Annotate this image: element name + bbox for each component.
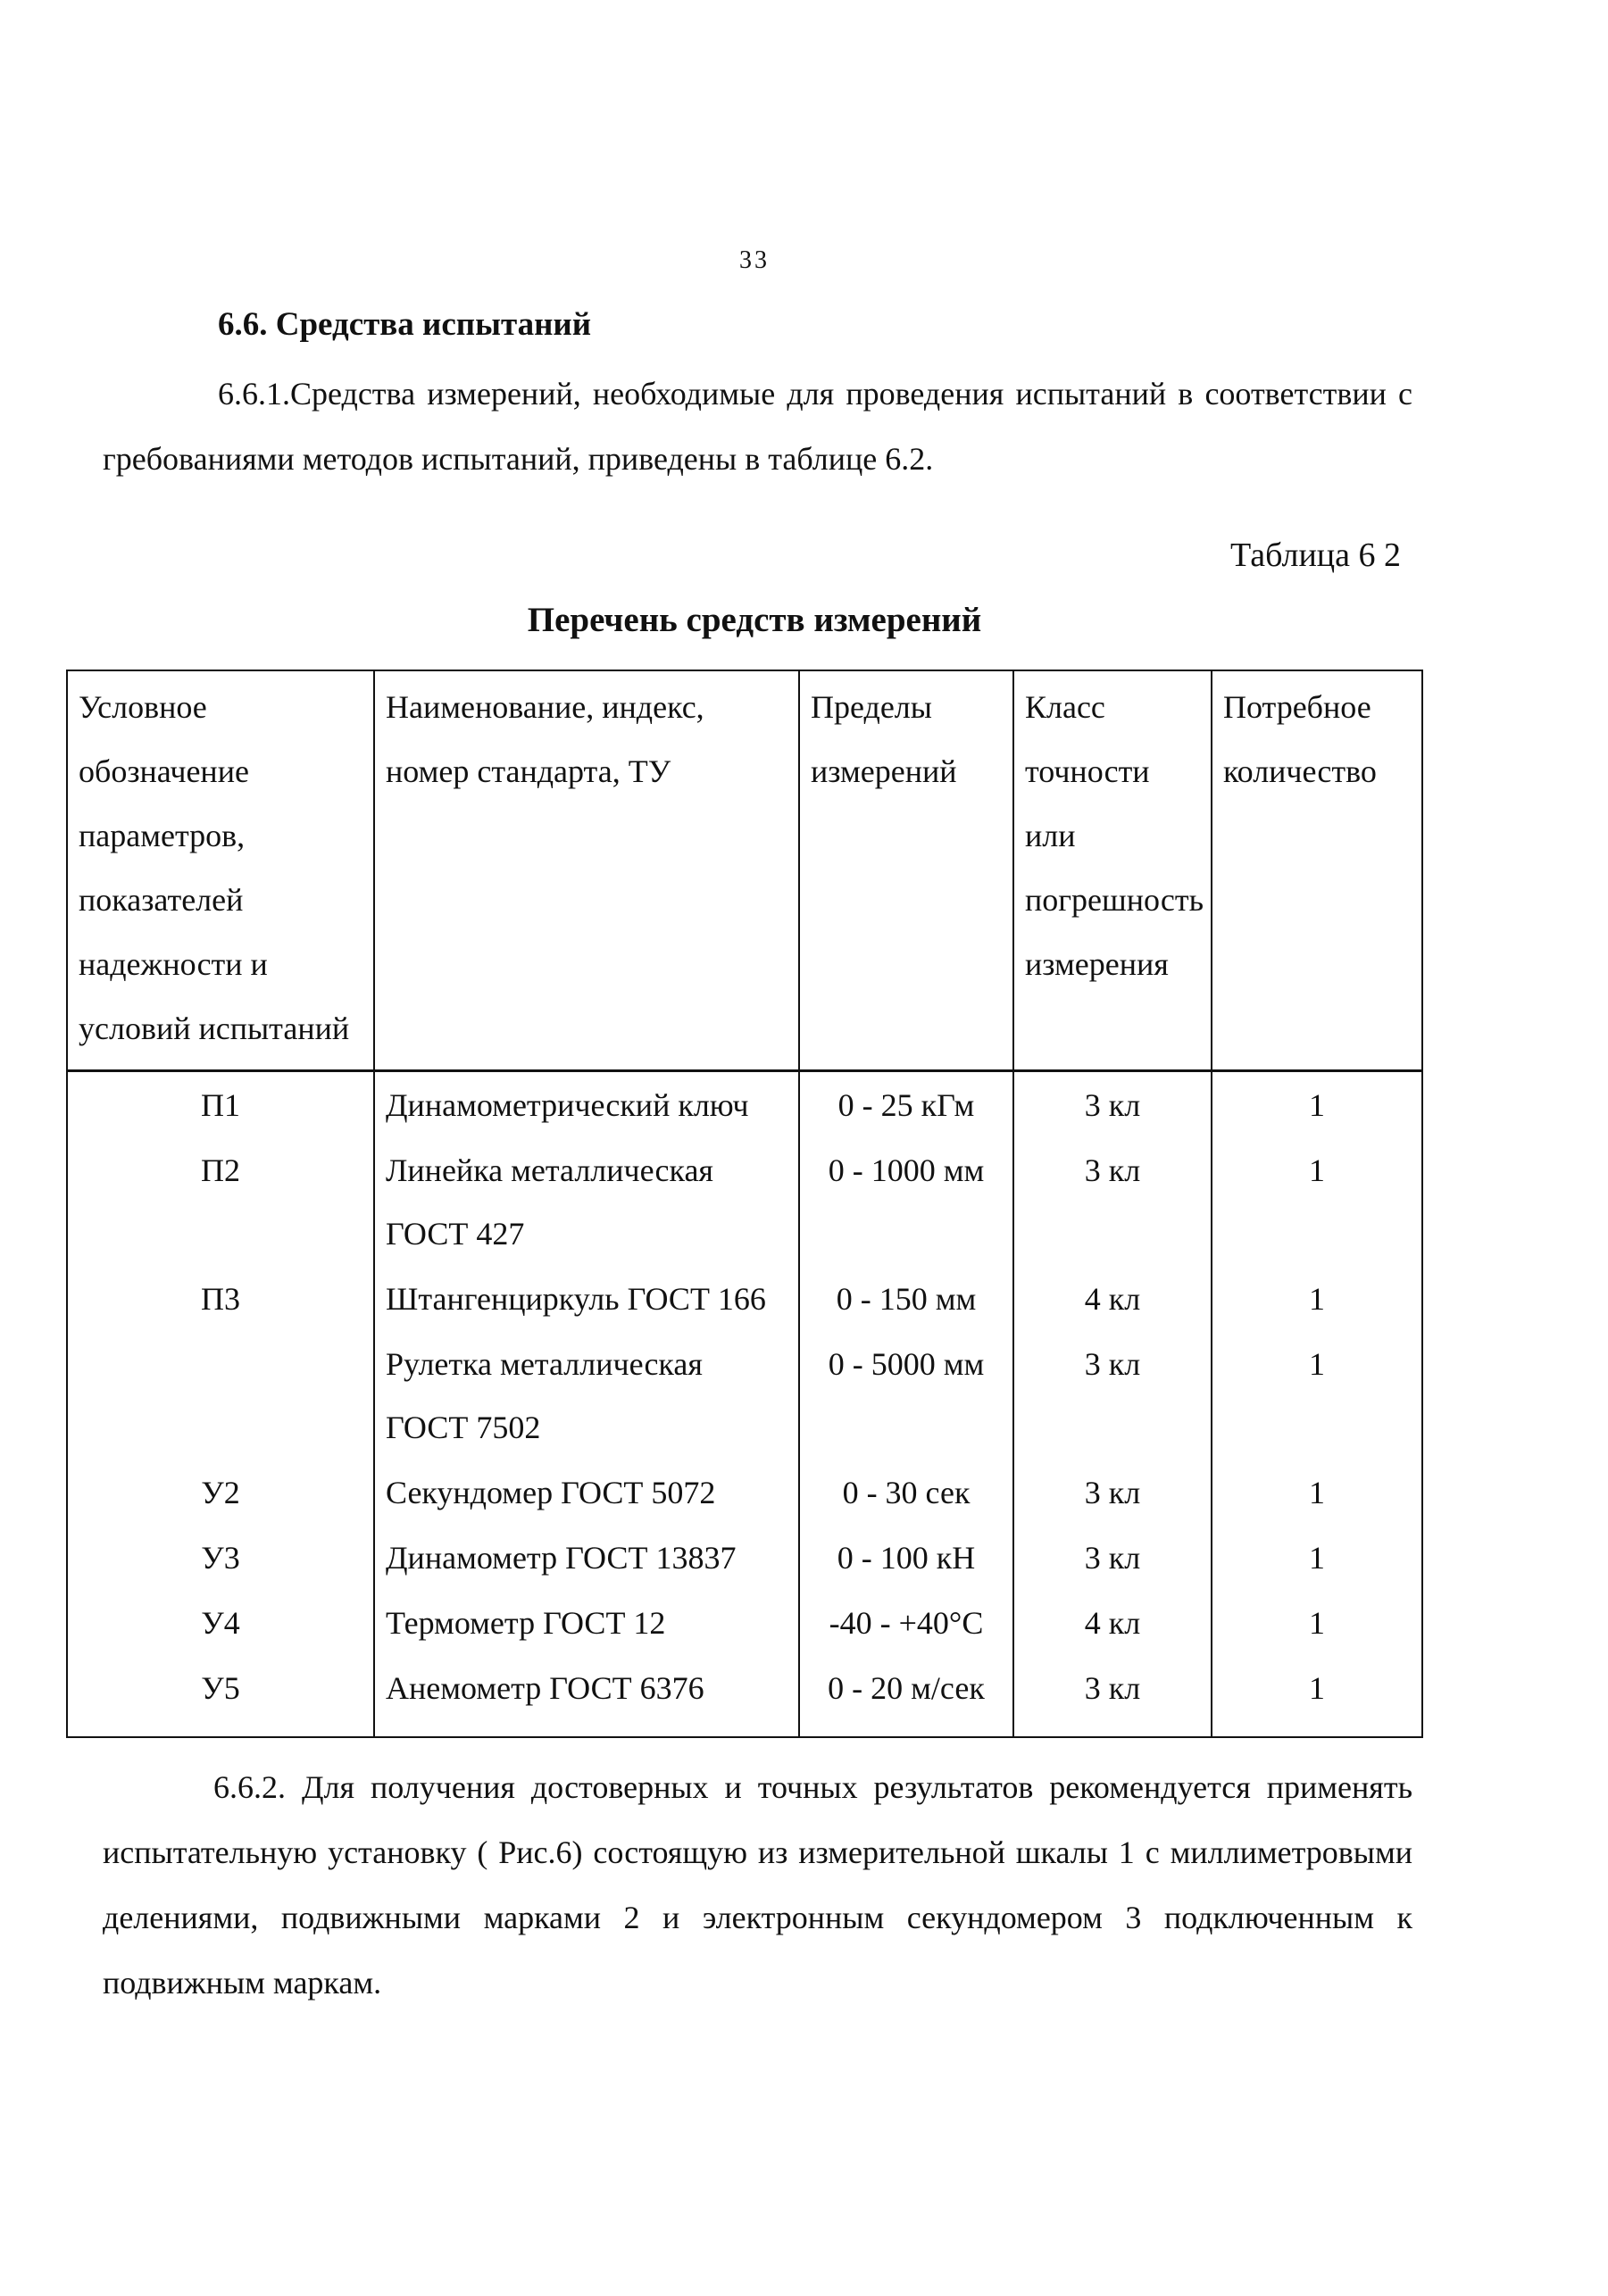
- cell-measurement-range: 0 - 20 м/сек: [799, 1655, 1013, 1737]
- table-row: [67, 1137, 1422, 1266]
- cell-instrument-name: Анемометр ГОСТ 6376: [374, 1655, 799, 1737]
- cell-measurement-range: 0 - 150 мм: [799, 1266, 1013, 1331]
- cell-parameter-code: У4: [67, 1590, 374, 1655]
- cell-instrument-name: Динамометрический ключ: [374, 1071, 799, 1138]
- cell-instrument-name: Линейка металлическая ГОСТ 427: [374, 1137, 799, 1266]
- page-number: 33: [739, 246, 770, 274]
- cell-instrument-name: Термометр ГОСТ 12: [374, 1590, 799, 1655]
- header-measurement-range: Пределы измерений: [799, 670, 1013, 1071]
- table-title: Перечень средств измерений: [527, 601, 982, 639]
- cell-measurement-range: 0 - 1000 мм: [799, 1137, 1013, 1266]
- cell-measurement-range: 0 - 5000 мм: [799, 1331, 1013, 1460]
- cell-quantity: 1: [1212, 1460, 1422, 1525]
- table-row: [67, 1266, 1422, 1331]
- table-row: [67, 1590, 1422, 1655]
- paragraph-6-6-1: 6.6.1.Средства измерений, необходимые для проведения испытаний в соответствии с гребованиями методов испытаний, приведены в таблице 6.2.: [103, 376, 1412, 477]
- cell-instrument-name: Рулетка металлическая ГОСТ 7502: [374, 1331, 799, 1460]
- cell-accuracy-class: 3 кл: [1013, 1460, 1212, 1525]
- cell-parameter-code: П1: [67, 1071, 374, 1138]
- cell-quantity: 1: [1212, 1137, 1422, 1266]
- cell-parameter-code: У2: [67, 1460, 374, 1525]
- cell-accuracy-class: 4 кл: [1013, 1266, 1212, 1331]
- header-quantity: Потребное количество: [1212, 670, 1422, 1071]
- cell-accuracy-class: 4 кл: [1013, 1590, 1212, 1655]
- cell-accuracy-class: 3 кл: [1013, 1071, 1212, 1138]
- table-body: [67, 1071, 1422, 1738]
- cell-accuracy-class: 3 кл: [1013, 1655, 1212, 1737]
- cell-instrument-name: Секундомер ГОСТ 5072: [374, 1460, 799, 1525]
- cell-parameter-code: [67, 1331, 374, 1460]
- cell-quantity: 1: [1212, 1525, 1422, 1590]
- cell-parameter-code: У3: [67, 1525, 374, 1590]
- table-row: [67, 1655, 1422, 1737]
- header-instrument-name: Наименование, индекс, номер стандарта, ТУ: [374, 670, 799, 1071]
- cell-quantity: 1: [1212, 1590, 1422, 1655]
- cell-measurement-range: 0 - 30 сек: [799, 1460, 1013, 1525]
- measurement-table: [66, 670, 1423, 1738]
- table-row: [67, 1071, 1422, 1138]
- cell-quantity: 1: [1212, 1655, 1422, 1737]
- cell-measurement-range: -40 - +40°С: [799, 1590, 1013, 1655]
- cell-quantity: 1: [1212, 1331, 1422, 1460]
- cell-accuracy-class: 3 кл: [1013, 1525, 1212, 1590]
- table-header-row: [67, 670, 1422, 1071]
- cell-measurement-range: 0 - 100 кН: [799, 1525, 1013, 1590]
- header-accuracy-class: Класс точности или погрешность измерения: [1013, 670, 1212, 1071]
- table-row: [67, 1460, 1422, 1525]
- cell-instrument-name: Динамометр ГОСТ 13837: [374, 1525, 799, 1590]
- cell-quantity: 1: [1212, 1071, 1422, 1138]
- cell-accuracy-class: 3 кл: [1013, 1331, 1212, 1460]
- table-row: [67, 1331, 1422, 1460]
- cell-parameter-code: У5: [67, 1655, 374, 1737]
- paragraph-6-6-2: 6.6.2. Для получения достоверных и точных результатов рекомендуется применять испытательную установку ( Рис.6) состоящую из измерительной шкалы 1 с миллиметровыми делениями, подвижными марками 2 и электронным секундомером 3 подключенным к подвижным маркам.: [103, 1769, 1412, 2001]
- table-label: Таблица 6 2: [1229, 537, 1401, 574]
- cell-measurement-range: 0 - 25 кГм: [799, 1071, 1013, 1138]
- cell-quantity: 1: [1212, 1266, 1422, 1331]
- header-parameter-code: Условное обозначение параметров, показателей надежности и условий испытаний: [67, 670, 374, 1071]
- cell-instrument-name: Штангенциркуль ГОСТ 166: [374, 1266, 799, 1331]
- cell-parameter-code: П3: [67, 1266, 374, 1331]
- cell-parameter-code: П2: [67, 1137, 374, 1266]
- table-row: [67, 1525, 1422, 1590]
- section-title: 6.6. Средства испытаний: [218, 306, 592, 343]
- cell-accuracy-class: 3 кл: [1013, 1137, 1212, 1266]
